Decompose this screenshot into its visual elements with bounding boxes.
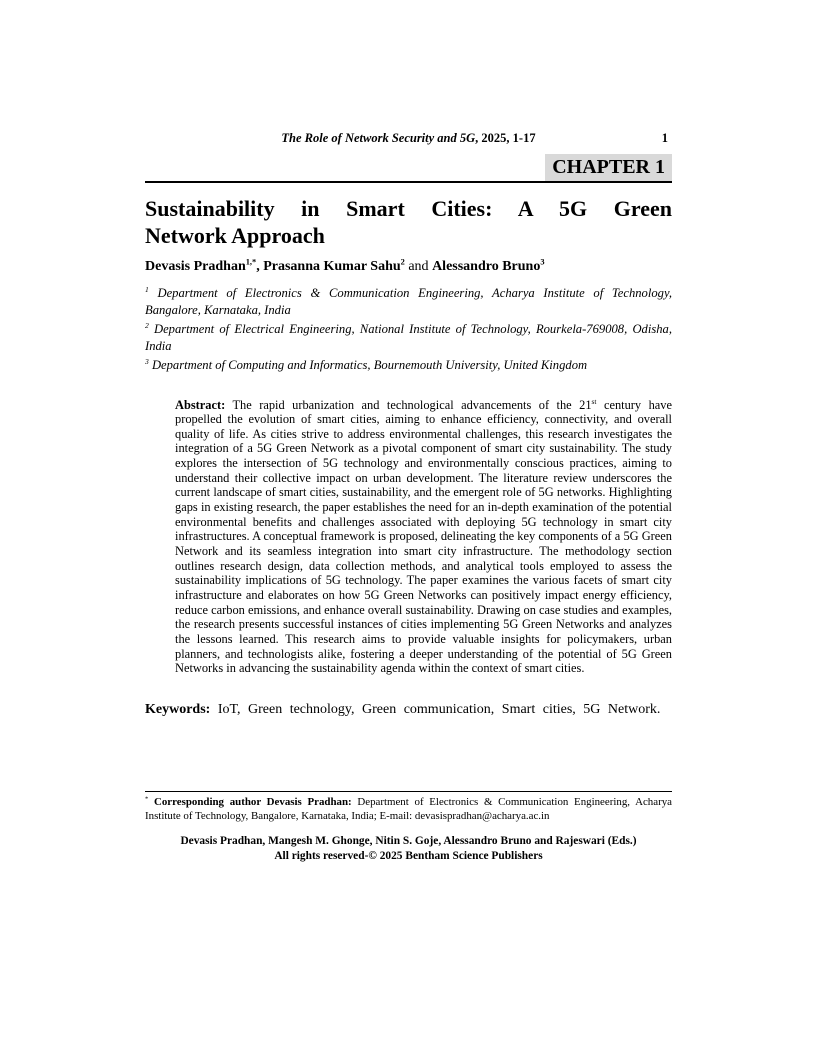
authors-separator: , [256,259,264,274]
corresponding-author-footnote [145,792,672,823]
abstract-paragraph [175,398,672,676]
affiliation-3-marker: 3 [145,356,149,366]
abstract-text-after-sup: century have propelled the evolution of smart cities, aiming to enhance efficiency, connectivity, and overall quality of life. As cities strive to address environmental challenges, this research investigates the integration of a 5G Green Network as a pivotal component of smart city sustainability. The study explores the intersection of 5G technology and environmentally conscious practices, aiming to understand their collective impact on urban development. The literature review underscores the current landscape of smart cities, sustainability, and the emergent role of 5G networks. Highlighting gaps in existing research, the paper establishes the need for an in-depth examination of the potential environmental benefits and challenges associated with deploying 5G technology in smart city infrastructures. A conceptual framework is proposed, delineating the key components of a 5G Green Network and its seamless integration into smart city infrastructure. The methodology section outlines research design, data collection methods, and analytical tools employed to assess the sustainability implications of 5G technology. The paper examines the various facets of smart city infrastructure and elaborates on how 5G Green Networks can positively impact energy efficiency, reduce carbon emissions, and enhance overall sustainability. Drawing on case studies and examples, the research presents successful instances of cities implementing 5G Green Networks and analyzes the lessons learned. This research aims to provide valuable insights for policymakers, urban planners, and technologists alike, fostering a deeper understanding of the potential of 5G Green Networks in advancing the sustainability agenda within the context of smart cities. [175,397,672,676]
author-affil-marker-3: 3 [540,257,545,267]
abstract-label: Abstract: [175,397,226,412]
chapter-title-line-1: Sustainability in Smart Cities: A 5G Green [145,196,672,221]
affiliation-2 [145,321,672,354]
affiliation-2-text: Department of Electrical Engineering, National Institute of Technology, Rourkela-769008, Odisha, India [145,322,672,353]
abstract-text-before-sup: The rapid urbanization and technological advancements of the 21 [232,397,592,412]
affiliation-2-marker: 2 [145,320,149,330]
footnote-lead: Corresponding author Devasis Pradhan: [153,796,352,808]
author-affil-marker-2: 2 [400,257,405,267]
author-name-3: Alessandro Bruno [432,259,541,274]
affiliation-1-marker: 1 [145,284,149,294]
chapter-title [145,196,672,249]
authors-conjunction: and [404,259,433,274]
author-name-2: Prasanna Kumar Sahu [263,259,401,274]
authors-line [145,258,672,276]
page-number: 1 [661,131,668,145]
affiliation-1 [145,285,672,318]
keywords-text: IoT, Green technology, Green communication, Smart cities, 5G Network. [217,701,661,717]
affiliation-1-text: Department of Electronics & Communication Engineering, Acharya Institute of Technology, Bangalore, Karnataka, India [145,286,672,317]
running-header [145,130,672,146]
affiliation-3-text: Department of Computing and Informatics, Bournemouth University, United Kingdom [151,358,588,372]
chapter-title-line-2: Network Approach [145,222,325,248]
footnote-block [145,791,672,823]
footnote-marker: * [145,795,149,803]
author-name-1: Devasis Pradhan [145,259,246,274]
footer-rights-line: All rights reserved-© 2025 Bentham Science Publishers [274,849,543,862]
affiliation-3 [145,357,672,374]
chapter-badge: CHAPTER 1 [545,154,672,181]
running-header-meta: , 2025, 1-17 [475,131,536,145]
running-header-book-title: The Role of Network Security and 5G [281,131,476,145]
affiliations [145,285,672,374]
footer-editors-line: Devasis Pradhan, Mangesh M. Ghonge, Nitin S. Goje, Alessandro Bruno and Rajeswari (Eds.) [180,835,637,847]
author-affil-marker-1: 1,* [245,257,257,267]
abstract-ordinal-sup: st [591,396,597,406]
page-footer [145,834,672,863]
footnote-text: Department of Electronics & Communication Engineering, Acharya Institute of Technology, Bangalore, Karnataka, India; E-mail: devasispradhan@acharya.ac.in [145,796,672,823]
chapter-rule [145,154,672,183]
keywords-paragraph [145,701,672,719]
keywords-label: Keywords: [145,701,211,717]
